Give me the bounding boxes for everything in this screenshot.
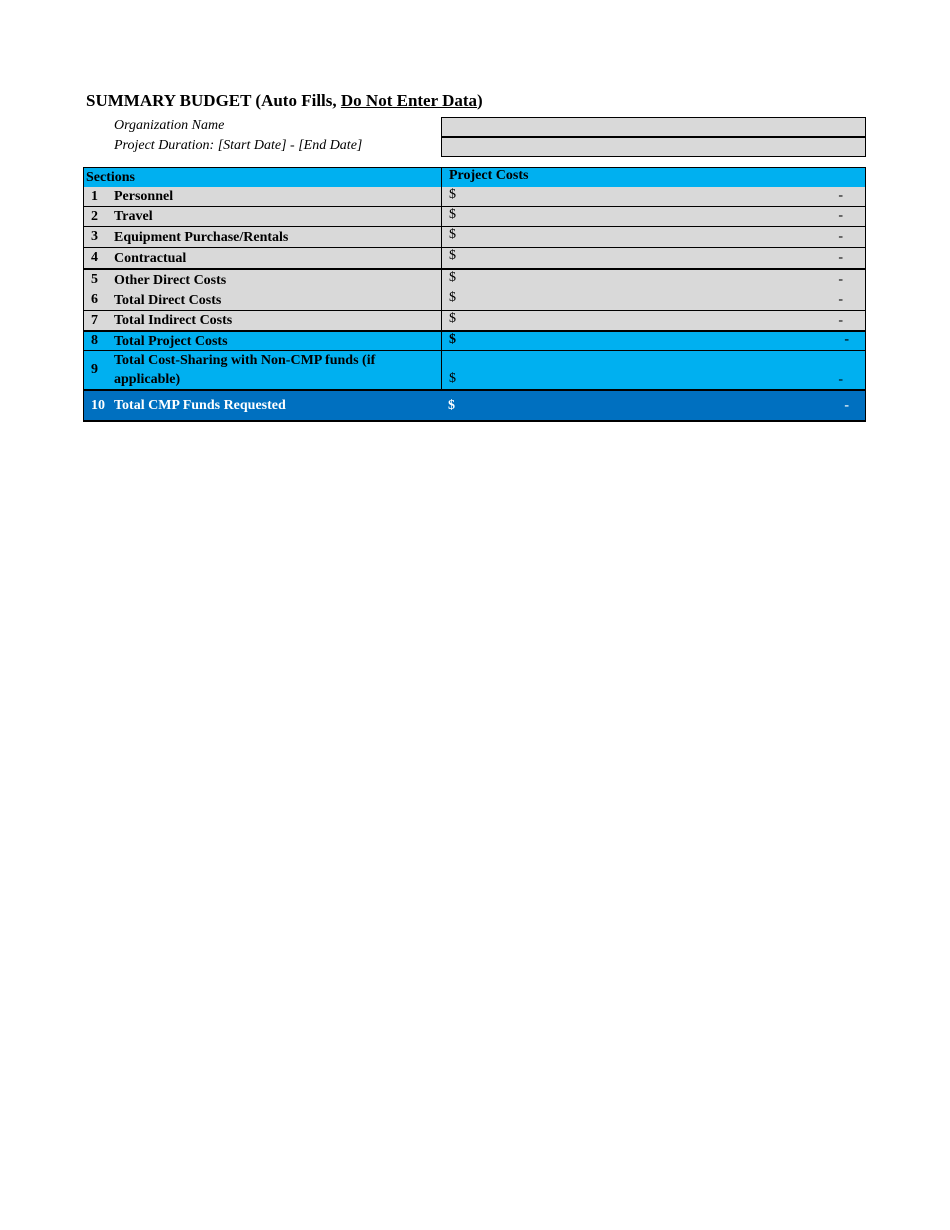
currency: $: [449, 187, 456, 202]
row-name: Personnel: [114, 189, 174, 204]
row-name: Contractual: [114, 250, 187, 266]
organization-name-label: Organization Name: [114, 118, 225, 133]
table-row: [83, 187, 866, 207]
table-row-total-project-costs: [83, 332, 866, 351]
project-duration-field[interactable]: [441, 137, 866, 157]
value: -: [838, 372, 843, 387]
row-number: 3: [91, 229, 98, 244]
row-name: Total Project Costs: [114, 333, 228, 349]
header-sections: Sections: [86, 169, 135, 185]
currency: $: [449, 248, 456, 263]
table-header: [83, 167, 866, 188]
title-underlined: Do Not Enter Data: [340, 91, 478, 110]
currency: $: [449, 227, 456, 242]
page-title: [86, 91, 483, 111]
row-number: 4: [91, 250, 98, 265]
row-name: Total Direct Costs: [114, 292, 222, 308]
header-project-costs: Project Costs: [449, 168, 529, 183]
currency: $: [449, 290, 456, 305]
value: -: [838, 313, 843, 328]
row-number: 1: [91, 188, 98, 204]
table-row: [83, 269, 866, 291]
title-text: SUMMARY BUDGET (Auto Fills,: [86, 91, 341, 110]
row-number: 2: [91, 208, 98, 224]
row-name: Other Direct Costs: [114, 272, 227, 288]
row-name: Travel: [114, 209, 153, 224]
row-number: 6: [91, 292, 98, 307]
currency: $: [449, 371, 456, 386]
value: -: [838, 188, 843, 203]
value: -: [838, 250, 843, 265]
currency: $: [449, 207, 456, 222]
organization-name-field[interactable]: [441, 117, 866, 137]
table-row: [83, 311, 866, 332]
row-number: 8: [91, 333, 98, 348]
value: -: [844, 332, 849, 347]
table-row: [83, 290, 866, 311]
table-row: [83, 248, 866, 269]
value: -: [838, 229, 843, 244]
row-number: 5: [91, 272, 98, 287]
row-number: 10: [91, 397, 105, 413]
row-number: 7: [91, 312, 98, 328]
currency: $: [449, 332, 456, 347]
row-name: Equipment Purchase/Rentals: [114, 229, 289, 245]
currency: $: [449, 270, 456, 285]
table-row: [83, 227, 866, 248]
currency: $: [449, 311, 456, 326]
table-row: [83, 207, 866, 227]
value: -: [838, 292, 843, 307]
table-row-total-cmp-funds: [83, 391, 866, 422]
row-name: Total Indirect Costs: [114, 313, 233, 328]
row-number: 9: [91, 362, 98, 377]
value: -: [838, 208, 843, 223]
row-name: Total CMP Funds Requested: [114, 398, 286, 413]
value: -: [838, 272, 843, 287]
value: -: [844, 397, 849, 413]
table-row-cost-sharing: [83, 351, 866, 391]
row-name: Total Cost-Sharing with Non-CMP funds (if applicable): [114, 353, 376, 387]
project-duration-label: Project Duration: [Start Date] - [End Date]: [114, 138, 363, 153]
currency: $: [448, 397, 455, 413]
title-close: ): [477, 91, 483, 110]
